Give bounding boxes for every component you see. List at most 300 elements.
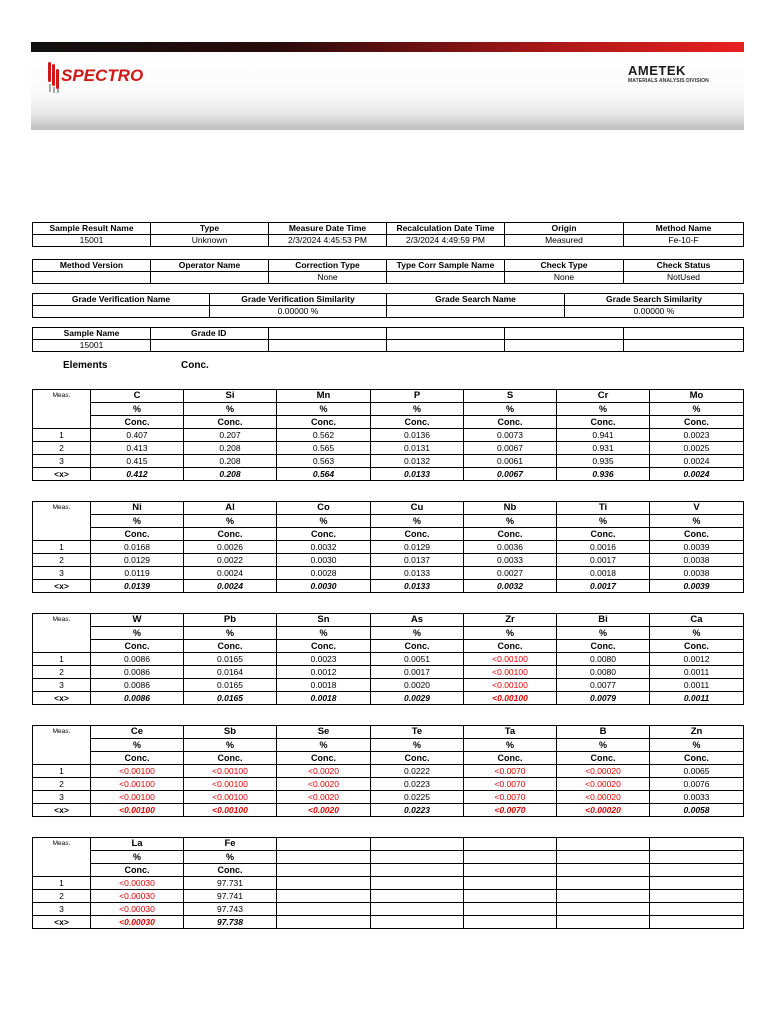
measurement-value: 0.0016: [557, 541, 650, 554]
conc-label-cell: Conc.: [184, 864, 277, 877]
meas-label: Meas.: [33, 614, 91, 653]
measurement-value: 0.0012: [650, 653, 744, 666]
measurement-value: [650, 877, 744, 890]
element-name: B: [557, 726, 650, 739]
measurement-value: 0.0036: [464, 541, 557, 554]
average-value: <0.00020: [557, 804, 650, 817]
conc-label-cell: [464, 864, 557, 877]
conc-label-cell: Conc.: [371, 416, 464, 429]
conc-row: [33, 640, 744, 653]
measurement-value: 0.0028: [277, 567, 371, 580]
unit-row: [33, 627, 744, 640]
measurement-number: 1: [33, 877, 91, 890]
measurement-value: 0.0077: [557, 679, 650, 692]
conc-label-cell: Conc.: [557, 640, 650, 653]
value-cell: [151, 340, 269, 352]
conc-label-cell: Conc.: [371, 528, 464, 541]
measurement-row: [33, 679, 744, 692]
average-value: 0.0029: [371, 692, 464, 705]
measurement-value: 0.563: [277, 455, 371, 468]
average-value: 0.0139: [91, 580, 184, 593]
measurement-number: 3: [33, 567, 91, 580]
method-info-value-row: [33, 272, 744, 284]
element-name: [464, 838, 557, 851]
header-cell: Origin: [505, 223, 624, 235]
average-label: <x>: [33, 804, 91, 817]
conc-label-cell: Conc.: [91, 864, 184, 877]
conc-label-cell: Conc.: [277, 528, 371, 541]
header-cell: [387, 328, 505, 340]
measurement-value: [277, 890, 371, 903]
average-value: 0.0011: [650, 692, 744, 705]
measurement-value: <0.00020: [557, 778, 650, 791]
unit-cell: %: [371, 515, 464, 528]
measurement-value: <0.00030: [91, 903, 184, 916]
element-name-row: [33, 390, 744, 403]
conc-label-cell: Conc.: [464, 528, 557, 541]
element-name: C: [91, 390, 184, 403]
average-value: 0.208: [184, 468, 277, 481]
ametek-logo-subtitle: MATERIALS ANALYSIS DIVISION: [628, 78, 709, 84]
measurement-number: 1: [33, 541, 91, 554]
sample-grade-table: [32, 327, 744, 352]
measurement-value: 0.0024: [650, 455, 744, 468]
measurement-value: 0.562: [277, 429, 371, 442]
value-cell: [624, 340, 744, 352]
measurement-number: 3: [33, 903, 91, 916]
unit-row: [33, 851, 744, 864]
measurement-value: 0.0024: [184, 567, 277, 580]
element-results-table: [32, 389, 744, 481]
measurement-row: [33, 666, 744, 679]
measurement-value: [277, 877, 371, 890]
measurement-value: [371, 877, 464, 890]
measurement-value: 0.0086: [91, 666, 184, 679]
header-cell: [505, 328, 624, 340]
measurement-value: <0.00100: [91, 765, 184, 778]
conc-label-cell: Conc.: [464, 752, 557, 765]
unit-cell: %: [650, 627, 744, 640]
measurement-row: [33, 791, 744, 804]
average-value: <0.00100: [464, 692, 557, 705]
unit-cell: %: [277, 739, 371, 752]
average-value: [277, 916, 371, 929]
measurement-value: <0.00100: [184, 791, 277, 804]
unit-cell: %: [184, 851, 277, 864]
value-cell: Fe-10-F: [624, 235, 744, 247]
value-cell: [269, 340, 387, 352]
average-label: <x>: [33, 580, 91, 593]
conc-label-cell: Conc.: [557, 752, 650, 765]
measurement-value: 0.0018: [557, 567, 650, 580]
conc-row: [33, 416, 744, 429]
measurement-value: 0.0027: [464, 567, 557, 580]
conc-label-cell: Conc.: [557, 416, 650, 429]
unit-cell: %: [557, 515, 650, 528]
average-value: [464, 916, 557, 929]
measurement-value: <0.00030: [91, 877, 184, 890]
average-value: 0.0067: [464, 468, 557, 481]
measurement-row: [33, 765, 744, 778]
measurement-number: 2: [33, 666, 91, 679]
conc-label-cell: Conc.: [650, 752, 744, 765]
measurement-value: [277, 903, 371, 916]
average-value: [371, 916, 464, 929]
measurement-value: <0.00100: [91, 791, 184, 804]
element-name: Ti: [557, 502, 650, 515]
average-row: [33, 692, 744, 705]
measurement-number: 1: [33, 653, 91, 666]
header-cell: Check Type: [505, 260, 624, 272]
measurement-value: 0.207: [184, 429, 277, 442]
sample-info-header-row: [33, 223, 744, 235]
average-value: 0.0018: [277, 692, 371, 705]
unit-cell: %: [650, 403, 744, 416]
measurement-number: 3: [33, 679, 91, 692]
average-row: [33, 916, 744, 929]
measurement-value: 0.0061: [464, 455, 557, 468]
measurement-value: 0.0136: [371, 429, 464, 442]
measurement-value: <0.00100: [464, 653, 557, 666]
unit-cell: %: [557, 403, 650, 416]
average-value: [650, 916, 744, 929]
header-cell: Type Corr Sample Name: [387, 260, 505, 272]
measurement-value: 0.0133: [371, 567, 464, 580]
conc-label-cell: Conc.: [371, 752, 464, 765]
unit-cell: %: [277, 403, 371, 416]
measurement-number: 3: [33, 455, 91, 468]
average-value: 0.0030: [277, 580, 371, 593]
value-cell: 2/3/2024 4:49:59 PM: [387, 235, 505, 247]
measurement-value: 0.0073: [464, 429, 557, 442]
element-results-table: [32, 501, 744, 593]
unit-cell: %: [91, 403, 184, 416]
average-value: 0.564: [277, 468, 371, 481]
measurement-row: [33, 429, 744, 442]
average-label: <x>: [33, 916, 91, 929]
header-cell: Method Version: [33, 260, 151, 272]
unit-cell: %: [91, 627, 184, 640]
measurement-value: 0.0165: [184, 653, 277, 666]
measurement-value: [371, 903, 464, 916]
value-cell: [387, 306, 565, 318]
element-name: [557, 838, 650, 851]
element-name: [650, 838, 744, 851]
meas-label: Meas.: [33, 502, 91, 541]
average-value: <0.00100: [91, 804, 184, 817]
ametek-logo: [628, 64, 728, 86]
measurement-value: 0.0168: [91, 541, 184, 554]
measurement-value: 0.0033: [464, 554, 557, 567]
conc-label-cell: Conc.: [464, 416, 557, 429]
average-value: 0.0039: [650, 580, 744, 593]
meas-label: Meas.: [33, 838, 91, 877]
conc-label-cell: Conc.: [91, 416, 184, 429]
conc-row: [33, 752, 744, 765]
element-name: P: [371, 390, 464, 403]
measurement-value: 0.931: [557, 442, 650, 455]
element-results-table: [32, 725, 744, 817]
value-cell: None: [269, 272, 387, 284]
measurement-value: 0.941: [557, 429, 650, 442]
value-cell: None: [505, 272, 624, 284]
measurement-value: 0.208: [184, 442, 277, 455]
measurement-value: <0.0020: [277, 765, 371, 778]
average-value: <0.0070: [464, 804, 557, 817]
measurement-value: 0.0023: [277, 653, 371, 666]
header-cell: Grade Verification Similarity: [210, 294, 387, 306]
measurement-value: 0.0023: [650, 429, 744, 442]
measurement-value: 0.0067: [464, 442, 557, 455]
header-cell: Grade Search Name: [387, 294, 565, 306]
measurement-value: <0.0070: [464, 791, 557, 804]
measurement-value: 0.0025: [650, 442, 744, 455]
element-name: Co: [277, 502, 371, 515]
measurement-row: [33, 554, 744, 567]
measurement-value: <0.00030: [91, 890, 184, 903]
unit-row: [33, 515, 744, 528]
measurement-value: 97.743: [184, 903, 277, 916]
average-value: 0.0133: [371, 468, 464, 481]
measurement-value: 0.0080: [557, 653, 650, 666]
sample-grade-header-row: [33, 328, 744, 340]
header-cell: Sample Name: [33, 328, 151, 340]
measurement-row: [33, 541, 744, 554]
ametek-logo-text: AMETEK: [628, 63, 686, 78]
element-name: [277, 838, 371, 851]
measurement-row: [33, 890, 744, 903]
spectro-logo: [47, 60, 157, 94]
measurement-value: 0.208: [184, 455, 277, 468]
average-row: [33, 804, 744, 817]
value-cell: [33, 272, 151, 284]
conc-label-cell: Conc.: [91, 752, 184, 765]
measurement-value: 0.413: [91, 442, 184, 455]
element-name: Ca: [650, 614, 744, 627]
conc-row: [33, 528, 744, 541]
value-cell: 0.00000 %: [565, 306, 744, 318]
conc-label-cell: Conc.: [277, 640, 371, 653]
unit-cell: [557, 851, 650, 864]
measurement-value: [557, 903, 650, 916]
element-name: La: [91, 838, 184, 851]
header-cell: Correction Type: [269, 260, 387, 272]
unit-cell: %: [91, 739, 184, 752]
element-name: Nb: [464, 502, 557, 515]
conc-label-cell: Conc.: [277, 752, 371, 765]
header-cell: Grade Search Similarity: [565, 294, 744, 306]
measurement-value: 97.741: [184, 890, 277, 903]
measurement-value: 0.0086: [91, 679, 184, 692]
conc-label-cell: Conc.: [91, 528, 184, 541]
conc-label-cell: Conc.: [277, 416, 371, 429]
value-cell: [151, 272, 269, 284]
measurement-value: 0.0086: [91, 653, 184, 666]
unit-cell: %: [464, 515, 557, 528]
element-name: Fe: [184, 838, 277, 851]
conc-label-cell: [557, 864, 650, 877]
header-cell: Sample Result Name: [33, 223, 151, 235]
value-cell: [505, 340, 624, 352]
grade-info-value-row: [33, 306, 744, 318]
measurement-value: 0.0032: [277, 541, 371, 554]
unit-cell: %: [91, 515, 184, 528]
average-value: 0.0165: [184, 692, 277, 705]
measurement-value: 0.0038: [650, 554, 744, 567]
header-accent-bar: [31, 42, 744, 52]
conc-label-cell: Conc.: [650, 416, 744, 429]
element-name: Ta: [464, 726, 557, 739]
average-value: 0.0017: [557, 580, 650, 593]
value-cell: Unknown: [151, 235, 269, 247]
unit-cell: %: [371, 403, 464, 416]
element-name-row: [33, 838, 744, 851]
value-cell: Measured: [505, 235, 624, 247]
measurement-value: 0.0017: [371, 666, 464, 679]
measurement-number: 2: [33, 778, 91, 791]
method-info-table: [32, 259, 744, 284]
measurement-value: 0.0129: [371, 541, 464, 554]
element-name: Sn: [277, 614, 371, 627]
measurement-value: 0.0011: [650, 679, 744, 692]
element-name: Mo: [650, 390, 744, 403]
unit-cell: %: [91, 851, 184, 864]
element-name: W: [91, 614, 184, 627]
element-name: Cu: [371, 502, 464, 515]
average-value: [557, 916, 650, 929]
value-cell: 2/3/2024 4:45:53 PM: [269, 235, 387, 247]
spectro-logo-icon: [47, 60, 157, 94]
unit-cell: %: [557, 627, 650, 640]
measurement-value: 0.0018: [277, 679, 371, 692]
average-value: 0.0086: [91, 692, 184, 705]
value-cell: 0.00000 %: [210, 306, 387, 318]
conc-label-cell: Conc.: [184, 416, 277, 429]
measurement-value: <0.0070: [464, 778, 557, 791]
measurement-value: 0.0065: [650, 765, 744, 778]
conc-label-cell: Conc.: [184, 640, 277, 653]
conc-label-cell: Conc.: [91, 640, 184, 653]
measurement-value: [557, 877, 650, 890]
measurement-value: [650, 890, 744, 903]
average-value: 0.0133: [371, 580, 464, 593]
unit-row: [33, 403, 744, 416]
measurement-value: [557, 890, 650, 903]
measurement-value: 0.0132: [371, 455, 464, 468]
element-name-row: [33, 726, 744, 739]
average-value: <0.00030: [91, 916, 184, 929]
header-cell: Method Name: [624, 223, 744, 235]
header-cell: Type: [151, 223, 269, 235]
element-name: Sb: [184, 726, 277, 739]
element-name: Pb: [184, 614, 277, 627]
header-cell: Grade ID: [151, 328, 269, 340]
unit-cell: %: [371, 739, 464, 752]
measurement-value: <0.0020: [277, 778, 371, 791]
conc-label-cell: Conc.: [464, 640, 557, 653]
method-info-header-row: [33, 260, 744, 272]
element-name: Mn: [277, 390, 371, 403]
measurement-value: 0.0011: [650, 666, 744, 679]
element-name: As: [371, 614, 464, 627]
measurement-value: 0.0022: [184, 554, 277, 567]
measurement-value: <0.00100: [91, 778, 184, 791]
measurement-value: 0.0222: [371, 765, 464, 778]
value-cell: 15001: [33, 235, 151, 247]
conc-label-cell: [371, 864, 464, 877]
measurement-value: [464, 877, 557, 890]
conc-row: [33, 864, 744, 877]
measurement-number: 2: [33, 890, 91, 903]
measurement-value: <0.00020: [557, 791, 650, 804]
measurement-number: 2: [33, 442, 91, 455]
measurement-row: [33, 442, 744, 455]
sample-info-table: [32, 222, 744, 247]
unit-row: [33, 739, 744, 752]
measurement-value: 0.935: [557, 455, 650, 468]
grade-info-header-row: [33, 294, 744, 306]
value-cell: [33, 306, 210, 318]
measurement-value: 97.731: [184, 877, 277, 890]
element-name: Bi: [557, 614, 650, 627]
average-value: <0.00100: [184, 804, 277, 817]
element-results-table: [32, 837, 744, 929]
measurement-value: 0.0119: [91, 567, 184, 580]
header-cell: Grade Verification Name: [33, 294, 210, 306]
header-cell: Check Status: [624, 260, 744, 272]
measurement-value: [464, 890, 557, 903]
value-cell: [387, 340, 505, 352]
average-value: 0.0032: [464, 580, 557, 593]
unit-cell: %: [650, 739, 744, 752]
unit-cell: %: [184, 403, 277, 416]
unit-cell: %: [464, 403, 557, 416]
element-name: Ni: [91, 502, 184, 515]
unit-cell: %: [184, 515, 277, 528]
measurement-value: 0.0038: [650, 567, 744, 580]
measurement-value: 0.0039: [650, 541, 744, 554]
element-name: Al: [184, 502, 277, 515]
measurement-row: [33, 455, 744, 468]
unit-cell: %: [557, 739, 650, 752]
measurement-value: 0.407: [91, 429, 184, 442]
unit-cell: %: [371, 627, 464, 640]
unit-cell: [464, 851, 557, 864]
element-name: Cr: [557, 390, 650, 403]
measurement-value: [464, 903, 557, 916]
value-cell: [387, 272, 505, 284]
element-name: Si: [184, 390, 277, 403]
element-name: Se: [277, 726, 371, 739]
measurement-row: [33, 653, 744, 666]
average-value: 0.0079: [557, 692, 650, 705]
element-name: Zr: [464, 614, 557, 627]
conc-label-cell: Conc.: [184, 528, 277, 541]
elements-section-label: Elements: [63, 360, 108, 371]
value-cell: 15001: [33, 340, 151, 352]
header-cell: [624, 328, 744, 340]
measurement-value: 0.0076: [650, 778, 744, 791]
unit-cell: %: [464, 739, 557, 752]
measurement-row: [33, 567, 744, 580]
header-cell: [269, 328, 387, 340]
element-name: Ce: [91, 726, 184, 739]
measurement-value: 0.0223: [371, 778, 464, 791]
header-cell: Operator Name: [151, 260, 269, 272]
unit-cell: [277, 851, 371, 864]
average-value: 0.0223: [371, 804, 464, 817]
element-name-row: [33, 502, 744, 515]
